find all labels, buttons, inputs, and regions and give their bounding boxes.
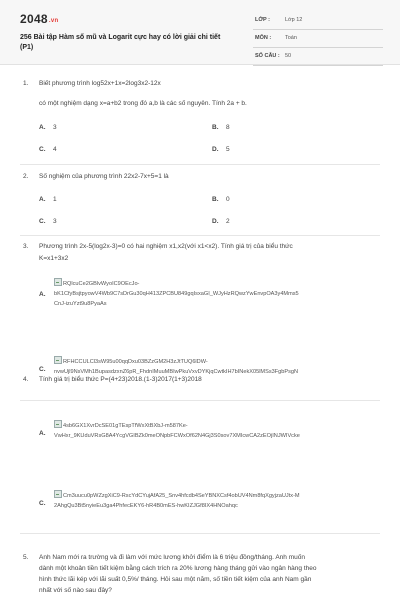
image-alt-line: bK1CfyBsjtpyowV4Wb9C7sDrGu30qH413ZPCBU849gqIsxaGI_WJyHzRQwzYwEnvpOA3y4Mms5 [54,291,299,297]
option-text: 4 [53,146,57,153]
option-letter: C. [39,366,46,373]
option-a[interactable] [39,124,57,131]
option-text: 3 [53,124,57,131]
meta-key: SỐ CÂU : [255,53,280,59]
question-number: 3. [23,243,29,250]
logo-suffix: .vn [48,18,59,24]
meta-value: Toán [285,35,297,41]
logo-text: 2048 [20,12,48,26]
broken-image [54,278,299,309]
image-alt-line: VwHxr_9KUduVRsG8A4YcgVGIBZk0meONpbFCWxOf62N4Gj3S0sov7XMIcwCA2zEOjINJWIVcke [54,433,300,439]
option-letter: A. [39,124,46,131]
site-logo[interactable] [20,12,58,26]
divider [20,400,380,401]
option-letter: C. [39,146,46,153]
question-text: Số nghiệm của phương trình 22x2-7x+5=1 là [39,173,169,180]
question-text-line: hình thức lãi kép với lãi suất 0,5%/ tháng. Hỏi sau một năm, số tiền tiết kiệm của anh Nam gần [39,576,312,583]
broken-image [54,490,300,511]
image-alt-line: nvwUjl9NsVMh1BupasdzxnZ6pR_FhdnIMuuMBIwPkuVxvDYKjqCwtkIH7bINekX05lMSs3FgbPsgN [54,369,299,375]
question-number: 2. [23,173,29,180]
question-subtext: có một nghiệm dạng x=a+b2 trong đó a,b là các số nguyên. Tính 2a + b. [39,100,247,107]
question-subtext: K=x1+3x2 [39,255,69,262]
meta-subject [253,32,383,48]
image-alt-line: 4sb6GX1XvrDcSE01gTEspTfWxXtBXbJ-m587Ke- [63,423,188,429]
option-letter: A. [39,196,46,203]
image-alt-line: Cm3uucu0pWZzgXiC9-RscYdCYujAfA25_Snv4hfcdb4SeYBNXCsf4obUV4Nm8fqXgyjzaUJtx-M [63,493,300,499]
question-text-line: nhất với số nào sau đây? [39,587,112,594]
question-number: 4. [23,376,29,383]
document-meta [253,14,383,66]
meta-key: MÔN : [255,35,272,41]
option-letter: D. [212,146,219,153]
broken-image-icon [54,420,62,428]
image-alt-line: RFHCCULCl3sW95u00qqDxu03BZzGM2H3zJtTUQ6lDW- [63,359,208,365]
option-a[interactable] [39,196,57,203]
option-c[interactable] [39,146,57,153]
option-text: 0 [226,196,230,203]
document-title: 256 Bài tập Hàm số mũ và Logarit cực hay có lời giải chi tiết (P1) [20,34,221,51]
option-letter: B. [212,196,219,203]
broken-image [54,356,298,377]
image-alt-line: RQlcuCe2GBlvWyoIC9OEcJo- [63,281,140,287]
broken-image-icon [54,490,62,498]
option-letter: A. [39,291,46,298]
question-text: Biết phương trình log52x+1x=2log3x2-12x [39,80,161,87]
question-text: Tính giá trị biểu thức P=(4+23)2018.(1-3)2017(1+3)2018 [39,376,202,383]
option-b[interactable] [212,124,230,131]
option-letter: B. [212,124,219,131]
option-letter: A. [39,430,46,437]
question-text-line: dành một khoản tiền tiết kiệm bằng cách trích ra 20% lương hàng tháng gửi vào ngân hàng theo [39,565,317,572]
divider [20,533,380,534]
meta-question-count [253,50,383,66]
page-header [0,0,400,65]
question-text: Phương trình 2x-5(log2x-3)=0 có hai nghiệm x1,x2(với x1<x2). Tính giá trị của biểu thức [39,243,293,250]
meta-value: Lớp 12 [285,17,303,23]
option-c[interactable] [39,218,57,225]
divider [20,164,380,165]
image-alt-line: 2AhgQu3Bt5nyieEu3ga4PhfecEKY6-hR4B0mES-hwKIZJGf8IX4HNOahqc [54,503,238,509]
option-d[interactable] [212,146,230,153]
question-number: 5. [23,554,29,561]
divider [20,235,380,236]
option-text: 3 [53,218,57,225]
option-text: 8 [226,124,230,131]
question-number: 1. [23,80,29,87]
meta-key: LỚP : [255,17,270,23]
option-text: 2 [226,218,230,225]
option-letter: D. [212,218,219,225]
option-text: 5 [226,146,230,153]
broken-image-icon [54,356,62,364]
option-d[interactable] [212,218,230,225]
image-alt-line: CnJ-izuYzt9u8PyaAs [54,301,107,307]
broken-image-icon [54,278,62,286]
question-text-line: Anh Nam mới ra trường và đi làm với mức lương khởi điểm là 6 triệu đồng/tháng. Anh muốn [39,554,305,561]
option-b[interactable] [212,196,230,203]
option-letter: C. [39,218,46,225]
meta-class [253,14,383,30]
option-text: 1 [53,196,57,203]
broken-image [54,420,300,441]
option-letter: C. [39,500,46,507]
meta-value: 50 [285,53,292,59]
